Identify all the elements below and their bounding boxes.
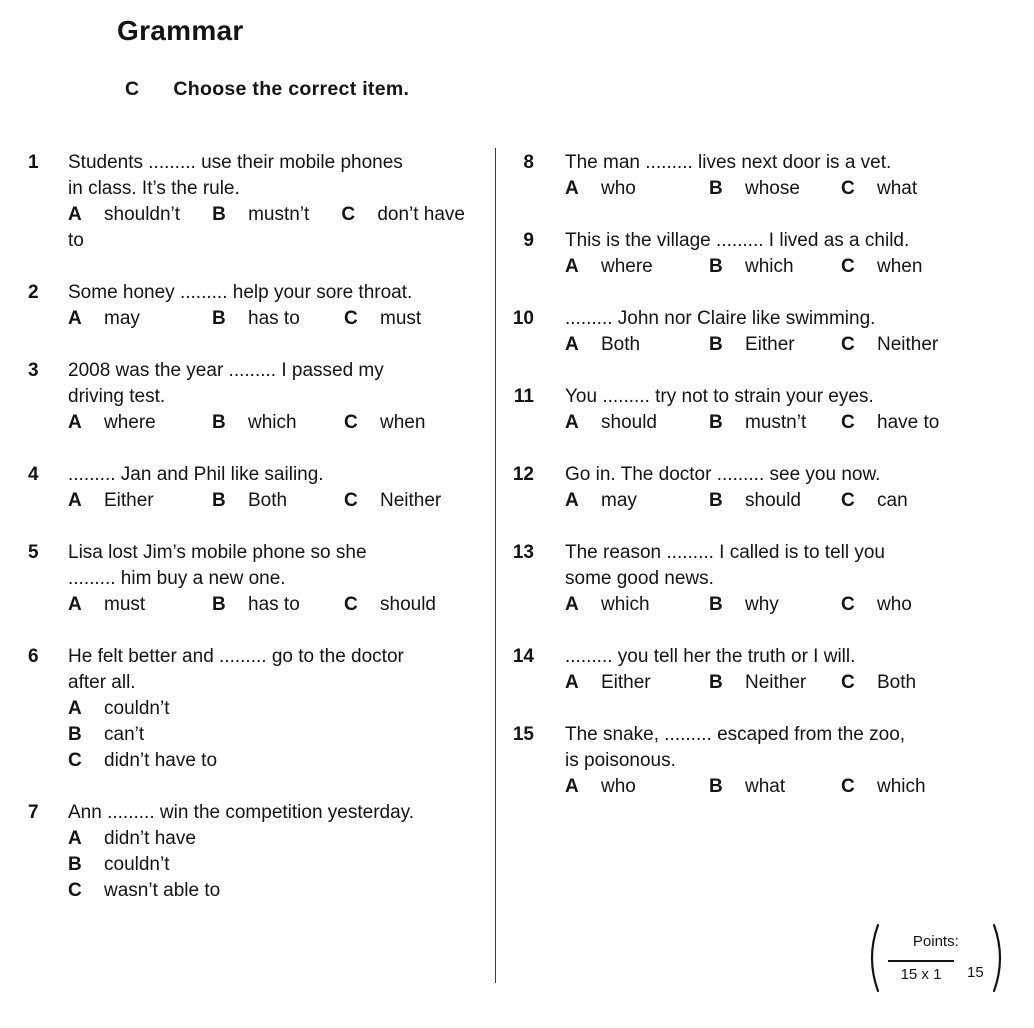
option-label: A <box>565 776 579 797</box>
option-label: C <box>841 178 855 199</box>
question-number: 12 <box>512 464 534 485</box>
question-number: 8 <box>523 152 534 173</box>
option-text: whose <box>745 178 800 199</box>
option-label: C <box>841 672 855 693</box>
option-15-C <box>841 774 980 800</box>
option-text: Either <box>104 490 154 511</box>
option-6-A <box>68 696 484 722</box>
option-3-B <box>212 410 344 436</box>
option-label: A <box>68 490 82 511</box>
question-3 <box>28 358 484 436</box>
question-body <box>565 306 980 358</box>
option-text: has to <box>248 594 300 615</box>
option-text: where <box>104 412 156 433</box>
question-body <box>68 280 484 332</box>
option-12-C <box>841 488 980 514</box>
option-label: C <box>841 490 855 511</box>
question-10 <box>510 306 980 358</box>
option-14-C <box>841 670 980 696</box>
option-label: C <box>841 256 855 277</box>
option-text: Neither <box>877 334 939 355</box>
option-text: which <box>601 594 650 615</box>
option-text: Both <box>877 672 917 693</box>
option-13-B <box>709 592 841 618</box>
question-text: some good news. <box>565 568 714 589</box>
question-text: Lisa lost Jim’s mobile phone so she <box>68 542 367 563</box>
option-text: Both <box>601 334 641 355</box>
option-5-B <box>212 592 344 618</box>
options <box>565 670 980 696</box>
question-text: driving test. <box>68 386 166 407</box>
option-10-A <box>565 332 709 358</box>
question-body <box>565 384 980 436</box>
option-label: A <box>565 178 579 199</box>
option-label: C <box>841 412 855 433</box>
question-body <box>565 150 980 202</box>
question-number: 5 <box>28 542 39 563</box>
question-number: 10 <box>512 308 534 329</box>
question-number: 4 <box>28 464 39 485</box>
option-label: C <box>344 594 358 615</box>
option-text: didn’t have <box>104 828 196 849</box>
option-label: C <box>344 490 358 511</box>
question-8 <box>510 150 980 202</box>
options <box>565 774 980 800</box>
option-text: should <box>745 490 801 511</box>
questions-column-left <box>28 150 484 930</box>
points-content <box>880 933 992 983</box>
option-3-C <box>344 410 484 436</box>
option-label: A <box>68 412 82 433</box>
question-number: 9 <box>523 230 534 251</box>
options <box>565 176 980 202</box>
options <box>565 488 980 514</box>
option-text: mustn’t <box>248 204 310 225</box>
option-13-C <box>841 592 980 618</box>
option-label: A <box>68 308 82 329</box>
question-12 <box>510 462 980 514</box>
question-text: ......... John nor Claire like swimming. <box>565 308 876 329</box>
option-label: A <box>565 594 579 615</box>
option-label: B <box>212 594 226 615</box>
question-text: after all. <box>68 672 136 693</box>
option-label: B <box>709 594 723 615</box>
option-text: have to <box>877 412 940 433</box>
question-body <box>565 644 980 696</box>
question-number: 15 <box>512 724 534 745</box>
option-label: B <box>68 724 82 745</box>
option-2-B <box>212 306 344 332</box>
option-text: Either <box>745 334 795 355</box>
option-10-B <box>709 332 841 358</box>
options <box>68 826 484 904</box>
option-label: A <box>565 672 579 693</box>
question-body <box>565 462 980 514</box>
option-10-C <box>841 332 980 358</box>
option-label: C <box>344 412 358 433</box>
page-title: Grammar <box>117 15 244 46</box>
option-text: which <box>248 412 297 433</box>
option-label: C <box>341 204 356 225</box>
option-text: who <box>877 594 912 615</box>
question-2 <box>28 280 484 332</box>
question-text: ......... you tell her the truth or I will. <box>565 646 856 667</box>
option-text: may <box>601 490 637 511</box>
option-label: A <box>68 828 82 849</box>
options <box>68 306 484 332</box>
question-5 <box>28 540 484 618</box>
option-label: A <box>68 204 82 225</box>
options <box>68 592 484 618</box>
option-label: B <box>212 308 226 329</box>
section-heading <box>125 76 409 102</box>
option-text: when <box>380 412 426 433</box>
option-label: B <box>709 490 723 511</box>
question-4 <box>28 462 484 514</box>
option-7-C <box>68 878 484 904</box>
option-12-A <box>565 488 709 514</box>
option-text: should <box>380 594 436 615</box>
option-7-B <box>68 852 484 878</box>
question-9 <box>510 228 980 280</box>
option-label: B <box>709 178 723 199</box>
question-body <box>68 462 484 514</box>
option-text: who <box>601 776 636 797</box>
option-text: what <box>877 178 918 199</box>
option-text: don’t have to <box>68 204 465 251</box>
option-11-A <box>565 410 709 436</box>
question-7 <box>28 800 484 904</box>
option-text: couldn’t <box>104 698 170 719</box>
question-text: 2008 was the year ......... I passed my <box>68 360 384 381</box>
question-number: 11 <box>513 386 534 407</box>
option-12-B <box>709 488 841 514</box>
options <box>68 696 484 774</box>
question-number: 6 <box>28 646 39 667</box>
option-2-A <box>68 306 212 332</box>
options <box>68 202 484 254</box>
column-divider <box>495 148 496 983</box>
question-body <box>565 540 980 618</box>
option-text: why <box>745 594 779 615</box>
question-body <box>68 644 484 774</box>
question-text: ......... him buy a new one. <box>68 568 286 589</box>
options <box>68 410 484 436</box>
question-text: You ......... try not to strain your eyes. <box>565 386 874 407</box>
question-body <box>68 150 484 254</box>
section-letter: C <box>125 78 140 100</box>
option-1-B <box>212 204 309 225</box>
option-11-C <box>841 410 980 436</box>
options <box>565 332 980 358</box>
question-6 <box>28 644 484 774</box>
option-15-A <box>565 774 709 800</box>
option-label: B <box>709 776 723 797</box>
points-bracket-left-icon <box>864 922 880 994</box>
question-text: The snake, ......... escaped from the zoo, <box>565 724 906 745</box>
option-text: may <box>104 308 140 329</box>
points-bracket-right-icon <box>992 922 1008 994</box>
option-label: B <box>709 256 723 277</box>
option-text: Both <box>248 490 288 511</box>
points-row <box>888 960 984 983</box>
question-text: The reason ......... I called is to tell you <box>565 542 885 563</box>
question-text: The man ......... lives next door is a vet. <box>565 152 892 173</box>
option-text: which <box>745 256 794 277</box>
option-label: B <box>212 204 226 225</box>
option-14-B <box>709 670 841 696</box>
option-3-A <box>68 410 212 436</box>
option-label: A <box>68 594 82 615</box>
option-text: couldn’t <box>104 854 170 875</box>
option-2-C <box>344 306 484 332</box>
question-body <box>68 800 484 904</box>
option-label: B <box>709 412 723 433</box>
option-4-C <box>344 488 484 514</box>
question-body <box>565 722 980 800</box>
option-label: B <box>709 672 723 693</box>
question-text: This is the village ......... I lived as a child. <box>565 230 910 251</box>
option-label: C <box>344 308 358 329</box>
question-text: Go in. The doctor ......... see you now. <box>565 464 881 485</box>
options <box>68 488 484 514</box>
question-number: 3 <box>28 360 39 381</box>
option-13-A <box>565 592 709 618</box>
option-label: A <box>565 490 579 511</box>
points-box <box>864 922 1008 994</box>
option-9-C <box>841 254 980 280</box>
question-number: 1 <box>28 152 39 173</box>
option-text: should <box>601 412 657 433</box>
question-text: Ann ......... win the competition yesterday. <box>68 802 415 823</box>
question-body <box>68 540 484 618</box>
option-1-A <box>68 204 180 225</box>
option-label: B <box>212 412 226 433</box>
options <box>565 592 980 618</box>
option-4-A <box>68 488 212 514</box>
option-label: A <box>565 412 579 433</box>
option-8-A <box>565 176 709 202</box>
option-text: Neither <box>380 490 442 511</box>
option-label: B <box>709 334 723 355</box>
option-label: C <box>841 594 855 615</box>
option-text: Neither <box>745 672 807 693</box>
option-text: Either <box>601 672 651 693</box>
questions-column-right <box>510 150 980 826</box>
question-text: He felt better and ......... go to the doctor <box>68 646 404 667</box>
option-9-B <box>709 254 841 280</box>
option-15-B <box>709 774 841 800</box>
question-number: 13 <box>512 542 534 563</box>
question-text: ......... Jan and Phil like sailing. <box>68 464 324 485</box>
option-text: where <box>601 256 653 277</box>
options <box>565 410 980 436</box>
option-5-A <box>68 592 212 618</box>
option-11-B <box>709 410 841 436</box>
question-body <box>565 228 980 280</box>
section-instruction: Choose the correct item. <box>173 78 410 100</box>
question-11 <box>510 384 980 436</box>
option-text: shouldn’t <box>104 204 181 225</box>
question-text: Students ......... use their mobile phones <box>68 152 403 173</box>
option-7-A <box>68 826 484 852</box>
question-number: 2 <box>28 282 39 303</box>
option-text: didn’t have to <box>104 750 218 771</box>
points-formula: 15 x 1 <box>888 960 954 983</box>
option-text: which <box>877 776 926 797</box>
option-text: has to <box>248 308 300 329</box>
options <box>565 254 980 280</box>
option-label: B <box>212 490 226 511</box>
question-15 <box>510 722 980 800</box>
question-number: 14 <box>512 646 534 667</box>
option-5-C <box>344 592 484 618</box>
option-14-A <box>565 670 709 696</box>
option-label: A <box>565 334 579 355</box>
option-label: C <box>68 750 82 771</box>
option-6-C <box>68 748 484 774</box>
option-text: mustn’t <box>745 412 807 433</box>
option-9-A <box>565 254 709 280</box>
question-text: Some honey ......... help your sore throat. <box>68 282 413 303</box>
option-text: can’t <box>104 724 145 745</box>
points-total: 15 <box>967 964 984 981</box>
question-text: is poisonous. <box>565 750 676 771</box>
option-text: when <box>877 256 923 277</box>
option-8-B <box>709 176 841 202</box>
option-text: must <box>104 594 146 615</box>
question-number: 7 <box>28 802 39 823</box>
option-text: what <box>745 776 786 797</box>
option-label: B <box>68 854 82 875</box>
option-6-B <box>68 722 484 748</box>
option-8-C <box>841 176 980 202</box>
option-label: C <box>841 334 855 355</box>
option-label: A <box>68 698 82 719</box>
option-text: who <box>601 178 636 199</box>
question-13 <box>510 540 980 618</box>
question-1 <box>28 150 484 254</box>
option-4-B <box>212 488 344 514</box>
option-text: can <box>877 490 908 511</box>
option-label: C <box>841 776 855 797</box>
points-label: Points: <box>912 933 959 950</box>
question-14 <box>510 644 980 696</box>
question-text: in class. It’s the rule. <box>68 178 240 199</box>
option-text: must <box>380 308 422 329</box>
option-label: A <box>565 256 579 277</box>
option-label: C <box>68 880 82 901</box>
question-body <box>68 358 484 436</box>
option-text: wasn’t able to <box>104 880 221 901</box>
